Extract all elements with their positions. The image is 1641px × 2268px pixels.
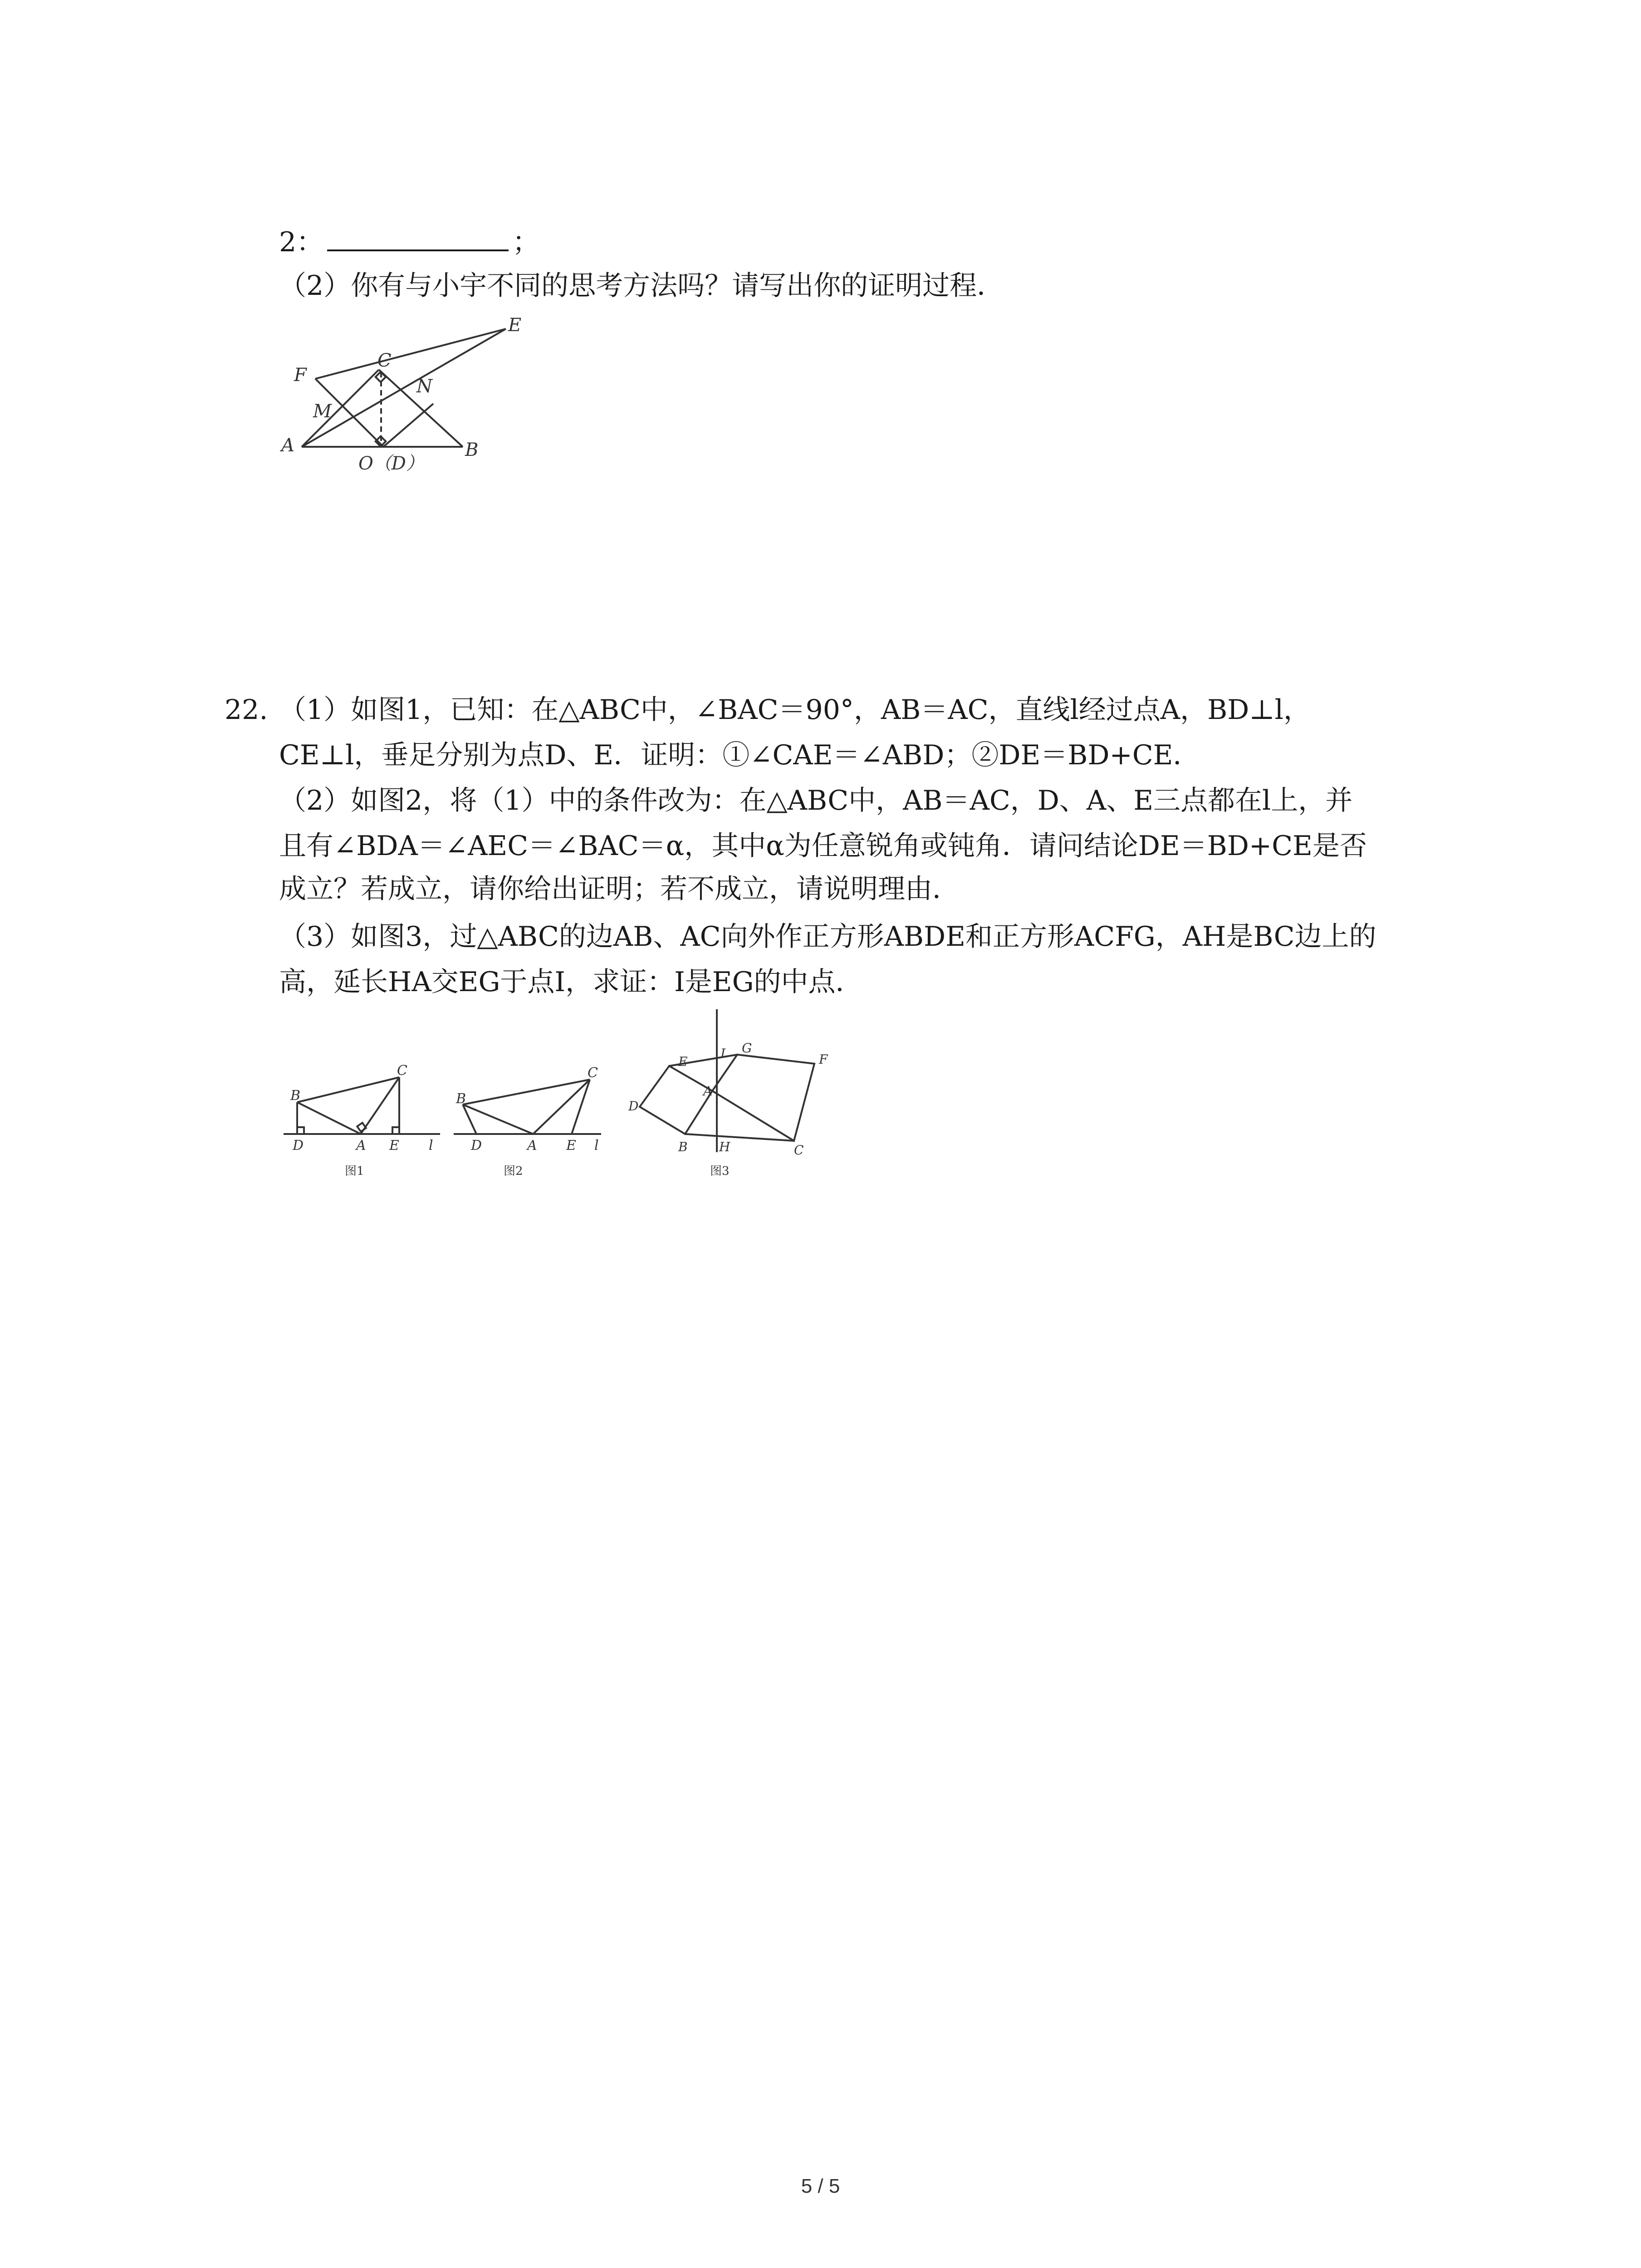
q22-figure-1 bbox=[277, 1061, 449, 1188]
fig2-label-A: A bbox=[527, 1138, 537, 1154]
q21-part2: （2）你有与小宇不同的思考方法吗？请写出你的证明过程． bbox=[279, 270, 1004, 302]
fig2-caption: 图2 bbox=[504, 1164, 523, 1178]
q21-answer-prefix: 2： bbox=[279, 226, 324, 258]
fig3-label-A: A bbox=[703, 1084, 713, 1099]
q21-label-A: A bbox=[281, 435, 294, 456]
fig1-label-D: D bbox=[293, 1138, 304, 1154]
q21-label-C: C bbox=[377, 350, 392, 371]
q22-figure-2 bbox=[449, 1061, 622, 1188]
fig2-label-E: E bbox=[566, 1138, 576, 1154]
q21-label-E: E bbox=[508, 315, 522, 336]
q21-label-F: F bbox=[294, 365, 307, 386]
q21-answer-line bbox=[279, 222, 539, 260]
fig3-label-F: F bbox=[819, 1052, 828, 1067]
q22-figure-3 bbox=[622, 1007, 857, 1193]
fig1-label-C: C bbox=[397, 1063, 407, 1079]
fig3-label-I: I bbox=[720, 1046, 726, 1061]
answer-blank[interactable] bbox=[327, 222, 509, 251]
fig1-label-A: A bbox=[356, 1138, 366, 1154]
q21-label-N: N bbox=[416, 376, 432, 397]
fig3-label-C: C bbox=[794, 1143, 804, 1158]
page-number: 5 / 5 bbox=[801, 2175, 840, 2197]
fig1-label-B: B bbox=[290, 1088, 301, 1104]
q22-line-7: 高，延长HA交EG于点I，求证：I是EG的中点． bbox=[279, 966, 863, 998]
fig3-caption: 图3 bbox=[710, 1164, 730, 1178]
q21-label-B: B bbox=[465, 440, 479, 460]
fig3-label-G: G bbox=[742, 1041, 752, 1056]
fig3-label-D: D bbox=[628, 1099, 639, 1114]
q22-line-1: （1）如图1，已知：在△ABC中，∠BAC＝90°，AB＝AC，直线l经过点A，BD⊥l， bbox=[279, 694, 1311, 726]
q21-label-M: M bbox=[313, 401, 332, 422]
fig2-label-l: l bbox=[594, 1138, 599, 1154]
fig1-label-E: E bbox=[389, 1138, 399, 1154]
q22-line-6: （3）如图3，过△ABC的边AB、AC向外作正方形ABDE和正方形ACFG，AH是BC边上的 bbox=[279, 921, 1376, 953]
fig1-label-l: l bbox=[429, 1138, 433, 1154]
q21-figure bbox=[272, 313, 526, 476]
fig3-label-E: E bbox=[678, 1054, 688, 1069]
fig2-label-D: D bbox=[471, 1138, 482, 1154]
fig2-label-C: C bbox=[588, 1065, 598, 1081]
q21-label-O: O（D） bbox=[358, 453, 424, 474]
q22-line-4: 且有∠BDA＝∠AEC＝∠BAC＝α，其中α为任意锐角或钝角．请问结论DE＝BD+CE是否 bbox=[279, 830, 1367, 862]
fig1-caption: 图1 bbox=[345, 1164, 364, 1178]
fig2-label-B: B bbox=[456, 1091, 466, 1107]
q22-line-3: （2）如图2，将（1）中的条件改为：在△ABC中，AB＝AC，D、A、E三点都在l上，并 bbox=[279, 785, 1353, 816]
q22-line-2: CE⊥l，垂足分别为点D、E．证明：①∠CAE＝∠ABD；②DE＝BD+CE． bbox=[279, 739, 1200, 771]
q21-answer-suffix: ； bbox=[512, 226, 540, 258]
q22-number: 22. bbox=[225, 694, 268, 726]
q22-line-5: 成立？若成立，请你给出证明；若不成立，请说明理由． bbox=[279, 873, 960, 905]
fig3-label-H: H bbox=[719, 1139, 730, 1154]
fig3-label-B: B bbox=[678, 1139, 688, 1154]
